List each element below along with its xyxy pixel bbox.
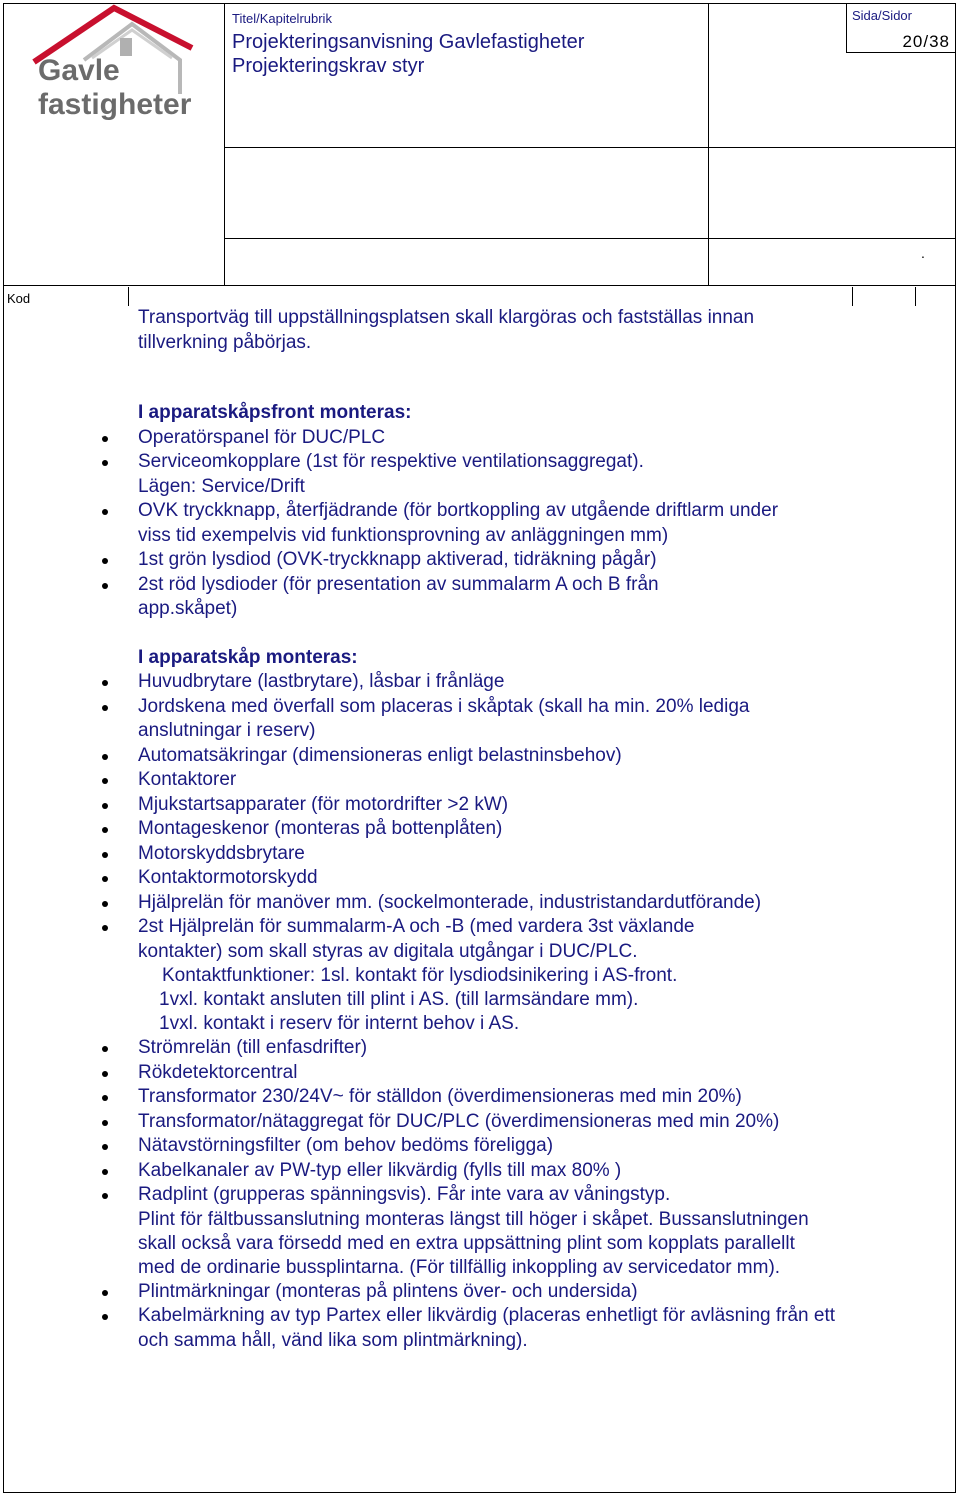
bullet-icon — [102, 509, 108, 515]
bullet-icon — [102, 436, 108, 442]
bullet-icon — [102, 1193, 108, 1199]
radplint-note: Plint för fältbussanslutning monteras längst till höger i skåpet. Bussanslutningen skall också vara försedd med en extra uppsättning plint som kopplats parallellt med de ordinarie bussplintarna. (För tillfällig inkoppling av servicedator mm). — [138, 1208, 809, 1278]
list-item: Transformator 230/24V~ för ställdon (överdimensioneras med min 20%) — [138, 1085, 858, 1110]
header-rule-1 — [225, 147, 956, 148]
bullet-icon — [102, 778, 108, 784]
kod-label: Kod — [7, 291, 31, 306]
list-item: Kabelmärkning av typ Partex eller likvärdig (placeras enhetligt för avläsning från ett och samma håll, vänd lika som plintmärkning). — [138, 1304, 843, 1353]
bullet-icon — [102, 1290, 108, 1296]
list-item: Plintmärkningar (monteras på plintens över- och undersida) — [138, 1280, 858, 1305]
bullet-icon — [102, 827, 108, 833]
list-item: Hjälprelän för manöver mm. (sockelmonterade, industristandardutförande) — [138, 891, 858, 916]
list-item: Transformator/nätaggregat för DUC/PLC (överdimensioneras med min 20%) — [138, 1110, 798, 1135]
page-number: 20/38 — [902, 32, 950, 51]
list-item: Montageskenor (monteras på bottenplåten) — [138, 817, 858, 842]
serviceomkopplare-note: Lägen: Service/Drift — [138, 475, 305, 497]
bullet-icon — [102, 803, 108, 809]
list-item: Radplint (grupperas spänningsvis). Får inte vara av våningstyp. — [138, 1183, 858, 1208]
list-item: Nätavstörningsfilter (om behov bedöms föreligga) — [138, 1134, 858, 1159]
list-item: Kontaktorer — [138, 768, 858, 793]
bullet-icon — [102, 558, 108, 564]
bullet-icon — [102, 1095, 108, 1101]
list-item: 1st grön lysdiod (OVK-tryckknapp aktiverad, tidräkning pågår) — [138, 548, 858, 573]
cabinet-heading: I apparatskåp monteras: — [138, 646, 358, 668]
front-heading: I apparatskåpsfront monteras: — [138, 402, 412, 423]
kontakt-line: 1vxl. kontakt ansluten till plint i AS. (till larmsändare mm). — [159, 989, 639, 1010]
list-item: Rökdetektorcentral — [138, 1061, 858, 1086]
cell-mark: . — [921, 245, 925, 261]
bullet-icon — [102, 876, 108, 882]
kontakt-line: Kontaktfunktioner: 1sl. kontakt för lysdiodsinikering i AS-front. — [162, 965, 678, 986]
bullet-icon — [102, 901, 108, 907]
logo-line1: Gavle — [38, 54, 120, 87]
header-divider-page-inner — [846, 3, 847, 52]
kontakt-line: 1vxl. kontakt i reserv för internt behov i AS. — [159, 1013, 520, 1034]
bullet-icon — [102, 1071, 108, 1077]
list-item: Strömrelän (till enfasdrifter) — [138, 1036, 858, 1061]
bullet-icon — [102, 1169, 108, 1175]
title-label: Titel/Kapitelrubrik — [232, 11, 332, 26]
list-item: Mjukstartsapparater (för motordrifter >2 kW) — [138, 793, 858, 818]
header-rule-page — [846, 52, 956, 53]
bullet-icon — [102, 754, 108, 760]
title-line1: Projekteringsanvisning Gavlefastigheter — [232, 31, 585, 53]
bullet-icon — [102, 680, 108, 686]
bullet-icon — [102, 1144, 108, 1150]
logo-line2: fastigheter — [38, 88, 192, 121]
list-item: 2st röd lysdioder (för presentation av summalarm A och B från app.skåpet) — [138, 573, 748, 622]
bullet-icon — [102, 1046, 108, 1052]
list-item: Motorskyddsbrytare — [138, 842, 858, 867]
bullet-icon — [102, 460, 108, 466]
list-item: Operatörspanel för DUC/PLC — [138, 426, 858, 451]
bullet-icon — [102, 1314, 108, 1320]
column-tick — [915, 287, 916, 306]
list-item: Automatsäkringar (dimensioneras enligt belastninsbehov) — [138, 744, 858, 769]
list-item: Kabelkanaler av PW-typ eller likvärdig (fylls till max 80% ) — [138, 1159, 858, 1184]
list-item: OVK tryckknapp, återfjädrande (för bortkoppling av utgående driftlarm under viss tid exempelvis vid funktionsprovning av anläggningen mm) — [138, 499, 808, 548]
gavle-fastigheter-logo — [22, 2, 202, 130]
header-rule-2 — [225, 238, 956, 239]
list-item: 2st Hjälprelän för summalarm-A och -B (med vardera 3st växlande kontakter) som skall styras av digitala utgångar i DUC/PLC. — [138, 915, 778, 964]
title-line2: Projekteringskrav styr — [232, 55, 425, 77]
list-item: Serviceomkopplare (1st för respektive ventilationsaggregat). — [138, 450, 858, 475]
list-item: Jordskena med överfall som placeras i skåptak (skall ha min. 20% lediga anslutningar i reserv) — [138, 695, 828, 744]
header-rule-bottom — [3, 285, 956, 286]
list-item: Huvudbrytare (lastbrytare), låsbar i frånläge — [138, 670, 858, 695]
column-tick — [852, 287, 853, 306]
page-label: Sida/Sidor — [852, 8, 912, 23]
bullet-icon — [102, 705, 108, 711]
header-divider-logo — [224, 3, 225, 285]
bullet-icon — [102, 852, 108, 858]
bullet-icon — [102, 925, 108, 931]
list-item: Kontaktormotorskydd — [138, 866, 858, 891]
bullet-icon — [102, 583, 108, 589]
header-divider-page — [708, 3, 709, 285]
bullet-icon — [102, 1120, 108, 1126]
column-tick — [128, 287, 129, 306]
document-body — [138, 306, 858, 1353]
intro-paragraph: Transportväg till uppställningsplatsen skall klargöras och fastställas innan tillverkning påbörjas. — [138, 307, 755, 353]
